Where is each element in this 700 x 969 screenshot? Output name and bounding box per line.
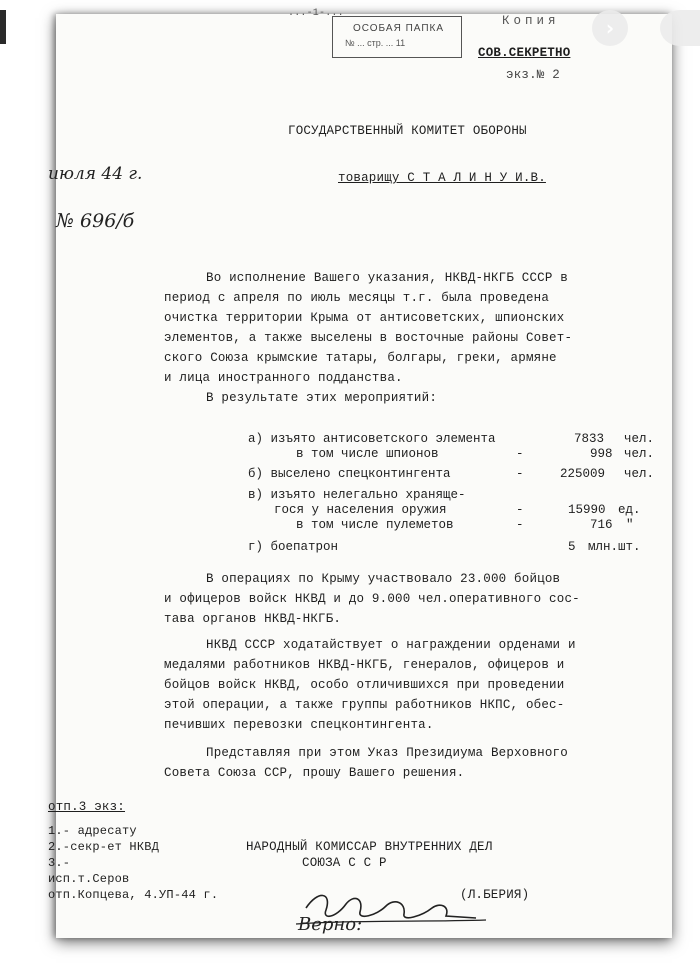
result-row-weapons-label: гося у населения оружия	[274, 503, 447, 517]
result-row-spies-unit: чел.	[624, 447, 655, 461]
result-row-g-unit: млн.шт.	[588, 540, 641, 554]
chevron-right-icon: ›	[605, 16, 615, 40]
result-row-spies-value: 998	[590, 447, 613, 461]
result-row-weapons-unit: ед.	[618, 503, 641, 517]
distribution-line2: 2.-секр-ет НКВД	[48, 840, 160, 854]
secrecy-label: СОВ.СЕКРЕТНО	[478, 46, 571, 60]
result-row-v-label: в) изъято нелегально храняще-	[248, 488, 466, 502]
stamp-osobaya-papka	[332, 16, 462, 58]
result-row-mg-label: в том числе пулеметов	[296, 518, 454, 532]
result-row-mg-dash: -	[516, 518, 524, 532]
result-row-weapons-dash: -	[516, 503, 524, 517]
stamp-number: № ... стр. ... 11	[345, 38, 406, 48]
result-row-b-dash: -	[516, 467, 524, 481]
result-row-g-value: 5	[568, 540, 576, 554]
certification-handwriting: Верно:	[298, 914, 363, 935]
distribution-line1: 1.- адресату	[48, 824, 137, 838]
handwritten-date: июля 44 г.	[48, 164, 143, 184]
result-row-mg-value: 716	[590, 518, 613, 532]
para1-line4: элементов, а также выселены в восточные районы Совет-	[164, 331, 573, 345]
para4-line2: Совета Союза ССР, прошу Вашего решения.	[164, 766, 465, 780]
para3-line3: бойцов войск НКВД, особо отличившихся при проведении	[164, 678, 565, 692]
document-frame	[48, 8, 672, 938]
signature-title-line1: НАРОДНЫЙ КОМИССАР ВНУТРЕННИХ ДЕЛ	[246, 840, 493, 854]
para3-line2: медалями работников НКВД-НКГБ, генералов, офицеров и	[164, 658, 565, 672]
result-row-b-unit: чел.	[624, 467, 655, 481]
para3-line1: НКВД СССР ходатайствует о награждении орденами и	[206, 638, 576, 652]
kopiya-label: Копия	[502, 14, 560, 28]
committee-title: ГОСУДАРСТВЕННЫЙ КОМИТЕТ ОБОРОНЫ	[288, 124, 527, 138]
para1-line5: ского Союза крымские татары, болгары, греки, армяне	[164, 351, 557, 365]
next-page-button[interactable]	[592, 10, 628, 46]
signature-name: (Л.БЕРИЯ)	[460, 888, 530, 902]
distribution-line3: 3.-	[48, 856, 71, 870]
top-fragment: ...-1-...	[288, 8, 344, 19]
side-nav-button[interactable]	[660, 10, 700, 46]
result-row-spies-label: в том числе шпионов	[296, 447, 439, 461]
result-row-a-unit: чел.	[624, 432, 655, 446]
distribution-line5: отп.Копцева, 4.УП-44 г.	[48, 888, 219, 902]
para2-line2: и офицеров войск НКВД и до 9.000 чел.оперативного сос-	[164, 592, 580, 606]
para2-line1: В операциях по Крыму участвовало 23.000 бойцов	[206, 572, 561, 586]
result-row-g-label: г) боепатрон	[248, 540, 339, 554]
signature-stroke	[306, 895, 476, 918]
result-row-spies-dash: -	[516, 447, 524, 461]
result-row-mg-unit: "	[626, 518, 634, 532]
para2-line3: тава органов НКВД-НКГБ.	[164, 612, 342, 626]
para1-line1: Во исполнение Вашего указания, НКВД-НКГБ СССР в	[206, 271, 568, 285]
stamp-title: ОСОБАЯ ПАПКА	[353, 23, 444, 34]
copy-number: экз.№ 2	[506, 68, 560, 82]
para1-line6: и лица иностранного подданства.	[164, 371, 403, 385]
left-edge-mark	[0, 10, 6, 44]
signature-title-line2: СОЮЗА С С Р	[302, 856, 387, 870]
signature-underline	[296, 920, 486, 924]
result-row-weapons-value: 15990	[568, 503, 606, 517]
para3-line5: печивших перевозки спецконтингента.	[164, 718, 434, 732]
para4-line1: Представляя при этом Указ Президиума Верховного	[206, 746, 568, 760]
result-row-b-label: б) выселено спецконтингента	[248, 467, 451, 481]
para1-line2: период с апреля по июль месяцы т.г. была проведена	[164, 291, 550, 305]
result-row-a-value: 7833	[574, 432, 605, 446]
distribution-title: отп.3 экз:	[48, 800, 126, 814]
handwritten-signature	[236, 884, 496, 928]
results-intro: В результате этих мероприятий:	[206, 391, 438, 405]
distribution-line4: исп.т.Серов	[48, 872, 130, 886]
recipient: товарищу С Т А Л И Н У И.В.	[338, 171, 546, 185]
result-row-a-label: а) изъято антисоветского элемента	[248, 432, 496, 446]
document-page	[48, 8, 672, 938]
handwritten-number: № 696/б	[56, 210, 135, 232]
para3-line4: этой операции, а также группы работников НКПС, обес-	[164, 698, 565, 712]
para1-line3: очистка территории Крыма от антисоветских, шпионских	[164, 311, 565, 325]
result-row-b-value: 225009	[560, 467, 606, 481]
